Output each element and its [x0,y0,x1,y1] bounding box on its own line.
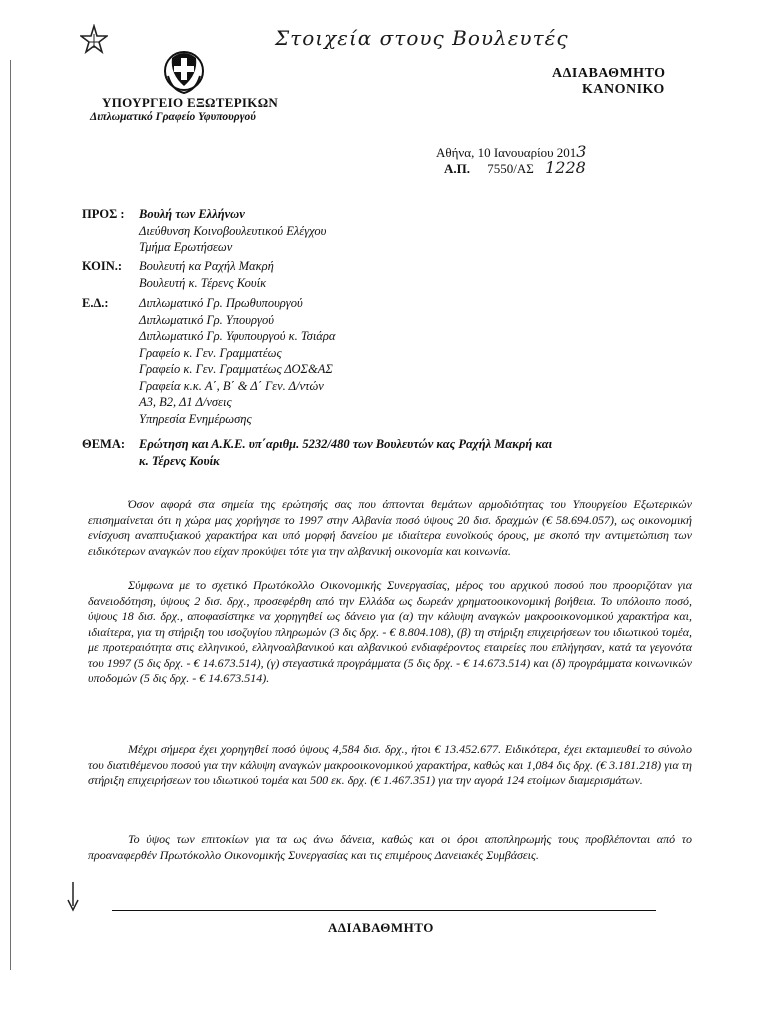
recipient-to-line: Διεύθυνση Κοινοβουλευτικού Ελέγχου [139,223,327,238]
recipient-to-label: ΠΡΟΣ : [82,207,125,221]
recipient-cc-line: Βουλευτή κα Ραχήλ Μακρή [139,259,274,273]
footer-classification: ΑΔΙΑΒΑΘΜΗΤΟ [328,920,434,935]
handwritten-year-digit: 3 [576,142,587,161]
handwritten-ref-number: 1228 [545,158,586,177]
recipient-internal-line: Γραφεία κ.κ. Α΄, Β΄ & Δ΄ Γεν. Δ/ντών [139,378,324,393]
footer-rule [112,910,656,911]
recipient-cc-label: ΚΟΙΝ.: [82,259,123,273]
body-paragraph-3: Μέχρι σήμερα έχει χορηγηθεί ποσό ύψους 4,584 δισ. δρχ., ήτοι € 13.452.677. Ειδικότερα, έχει εκταμιευθεί το σύνολο του διατιθέμενου ποσού για την κάλυψη αναγκών μακροοικονομικού χαρακτήρα, καθώς και 1,084 δις δρχ. (€ 3.181.218) για τη στήριξη επιχειρήσεων του ιδιωτικού τομέα και 500 εκ. δρχ. (€ 1.467.351) για την αγορά 124 ετοίμων διαμερισμάτων. [88,742,692,787]
office-name: Διπλωματικό Γραφείο Υφυπουργού [90,111,256,123]
recipient-internal-line: Διπλωματικό Γρ. Υπουργού [139,312,274,327]
recipient-cc-block [82,258,582,294]
classification-normal: ΚΑΝΟΝΙΚΟ [582,82,665,97]
body-paragraph-4: Το ύψος των επιτοκίων για τα ως άνω δάνεια, καθώς και οι όροι αποπληρωμής τους προβλέπονται από το προαναφερθέν Πρωτόκολλο Οικονομικής Συνεργασίας και τις επιμέρους Δανειακές Συμβάσεις. [88,832,692,862]
handwritten-margin-mark [64,880,82,914]
subject-text-line: Ερώτηση και Α.Κ.Ε. υπ΄αριθμ. 5232/480 των Βουλευτών κας Ραχήλ Μακρή και [139,437,553,451]
recipient-internal-label: Ε.Δ.: [82,296,109,310]
protocol-number-line [444,158,586,177]
ministry-name: ΥΠΟΥΡΓΕΙΟ ΕΞΩΤΕΡΙΚΩΝ [102,95,279,110]
recipient-internal-line: Διπλωματικό Γρ. Υφυπουργού κ. Τσιάρα [139,329,336,343]
handwritten-note: Στοιχεία στους Βουλευτές [275,26,569,50]
recipient-internal-line: Γραφείο κ. Γεν. Γραμματέως ΔΟΣ&ΑΣ [139,362,333,376]
handwritten-star-mark [80,24,108,54]
recipient-internal-line: Διπλωματικό Γρ. Πρωθυπουργού [139,296,303,310]
protocol-label: Α.Π. [444,161,470,176]
left-margin-line [10,60,11,970]
recipient-to-line: Τμήμα Ερωτήσεων [139,240,233,254]
place-date: Αθήνα, 10 Ιανουαρίου 201 [436,145,577,160]
recipient-internal-block [82,295,582,431]
body-paragraph-2: Σύμφωνα με το σχετικό Πρωτόκολλο Οικονομικής Συνεργασίας, μέρος του αρχικού ποσού που προοριζόταν για δανειοδότηση, ύψους 2 δισ. δρχ., προσεφέρθη από την Ελλάδα ως δωρεάν χρηματοοικονομική βοήθεια. Το υπόλοιπο ποσό, ύψους 18 δισ. δρχ., αποφασίστηκε να χορηγηθεί ως δάνειο για (α) την κάλυψη αναγκών μακροοικονομικού χαρακτήρα και, ιδιαίτερα, για τη στήριξη του ισοζυγίου πληρωμών (3 δις δρχ. - € 8.804.108), (β) τη στήριξη επιχειρήσεων του ιδιωτικού τομέα, με προτεραιότητα στις ελληνικού, ελληνοαλβανικού και αλβανικού ενδιαφέροντος εταιρείες που επλήγησαν, κατά τα γεγονότα του 1997 (5 δις δρχ. - € 14.673.514), (γ) στεγαστικά προγράμματα (5 δις δρχ. - € 14.673.514) και (δ) προγράμματα κοινωνικών υποδομών (5 δις δρχ. - € 14.673.514). [88,578,692,685]
classification-unclassified: ΑΔΙΑΒΑΘΜΗΤΟ [552,66,666,81]
subject-text-line: κ. Τέρενς Κουίκ [139,454,220,468]
subject-label: ΘΕΜΑ: [82,437,126,451]
recipient-internal-line: Α3, Β2, Δ1 Δ/νσεις [139,395,232,409]
recipient-to-block [82,206,582,260]
recipient-internal-line: Υπηρεσία Ενημέρωσης [139,411,252,426]
recipient-internal-line: Γραφείο κ. Γεν. Γραμματέως [139,345,282,360]
body-paragraph-1: Όσον αφορά στα σημεία της ερώτησής σας που άπτονται θεμάτων αρμοδιότητας του Υπουργείου Εξωτερικών επισημαίνεται ότι η χώρα μας χορήγησε το 1997 στην Αλβανία ποσό ύψους 20 δισ. δραχμών (€ 58.694.057), ως οικονομική ενίσχυση αναπτυξιακού χαρακτήρα και υπό μορφή δανείου με ιδιαίτερα ευνοϊκούς όρους, με σκοπό την αντιμετώπιση των ειδικότερων αναγκών που είχαν προκύψει τότε για την αλβανική οικονομία και κοινωνία. [88,497,692,558]
greek-coat-of-arms-emblem [162,46,206,96]
recipient-to-line: Βουλή των Ελλήνων [139,207,245,221]
protocol-value: 7550/ΑΣ [487,161,534,176]
recipient-cc-line: Βουλευτή κ. Τέρενς Κουίκ [139,275,267,290]
